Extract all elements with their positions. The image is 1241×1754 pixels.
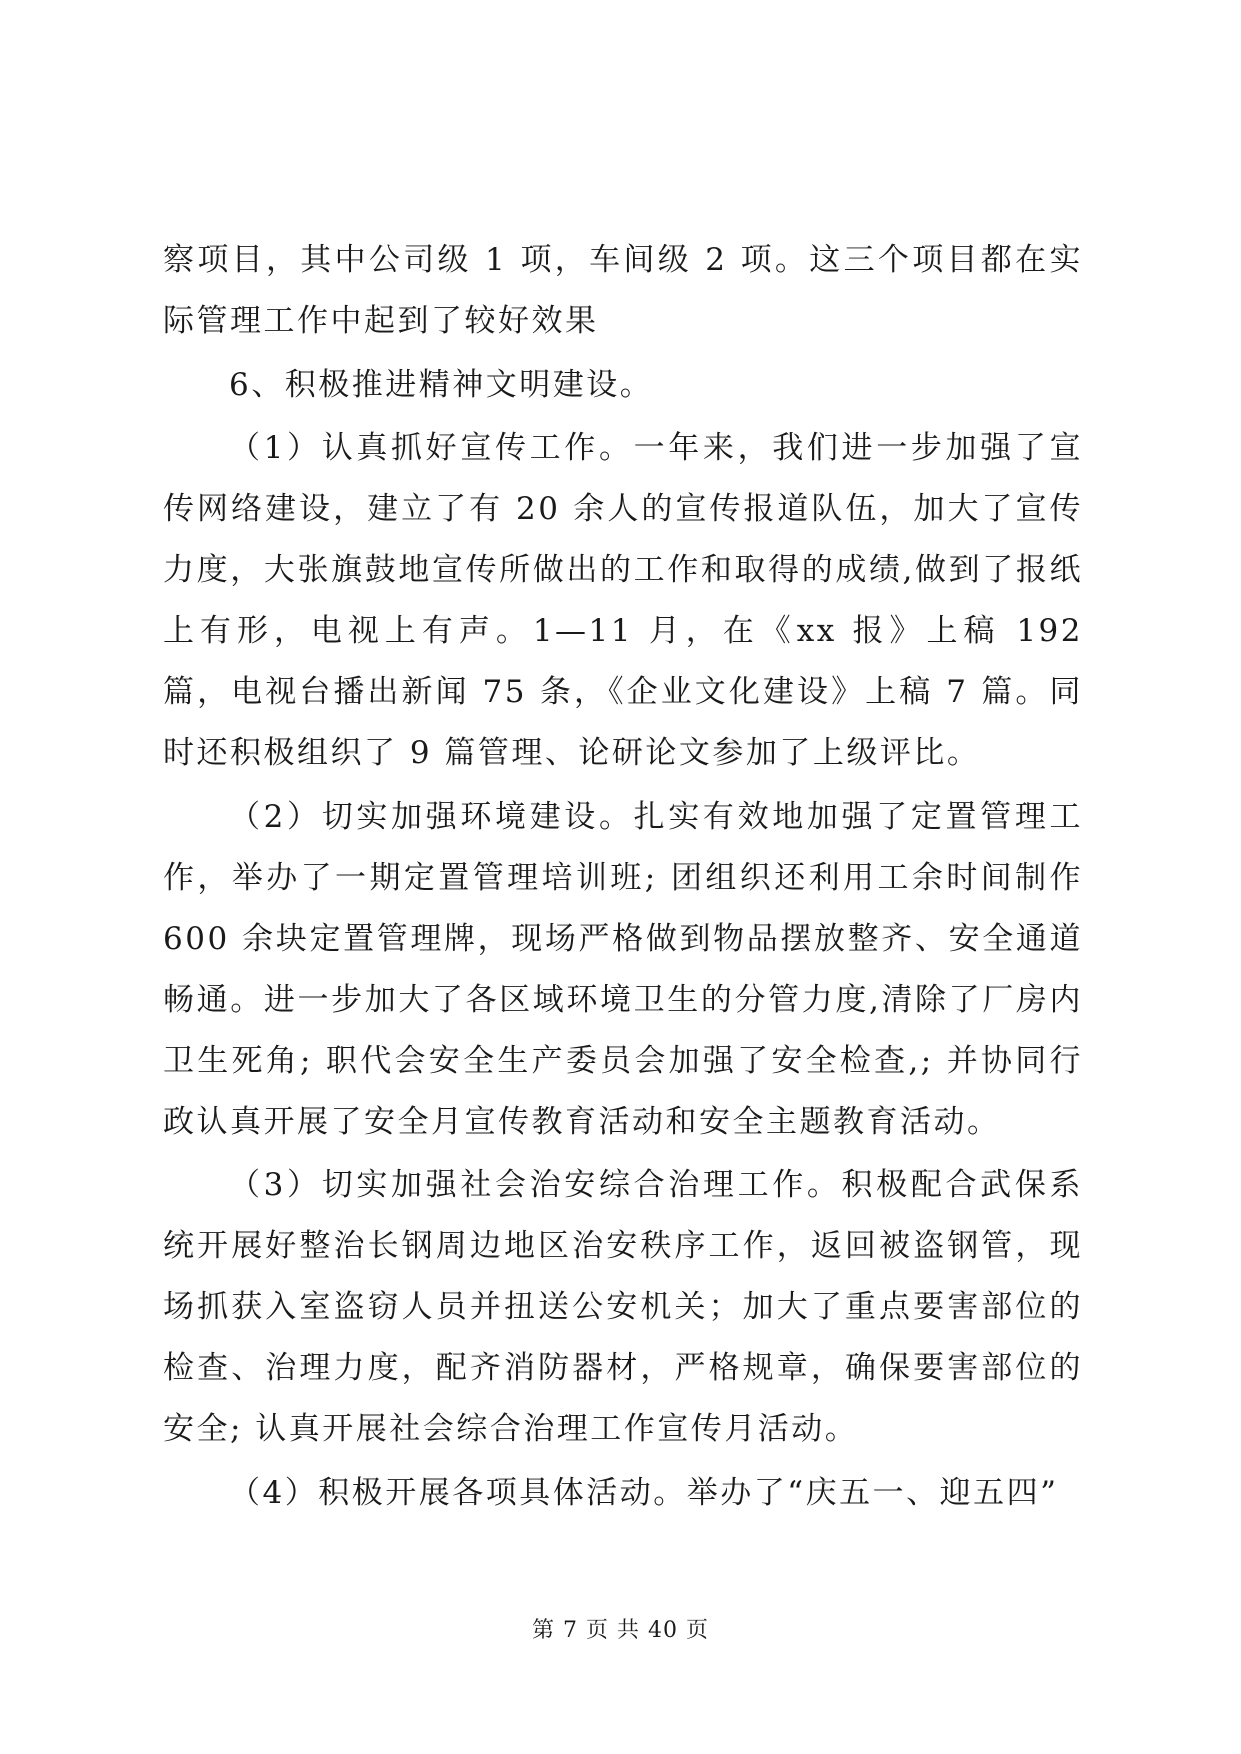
paragraph-item-2: （2）切实加强环境建设。扎实有效地加强了定置管理工作，举办了一期定置管理培训班; 团组织还利用工余时间制作 600 余块定置管理牌，现场严格做到物品摆放整齐、安全通道畅通。进一步加大了各区域环境卫生的分管力度,清除了厂房内卫生死角; 职代会安全生产委员会加强了安全检查,; 并协同行政认真开展了安全月宣传教育活动和安全主题教育活动。 xyxy=(163,798,1083,1140)
paragraph-item-3: （3）切实加强社会治安综合治理工作。积极配合武保系统开展好整治长钢周边地区治安秩序工作，返回被盗钢管，现场抓获入室盗窃人员并扭送公安机关；加大了重点要害部位的检查、治理力度，配齐消防器材，严格规章，确保要害部位的安全; 认真开展社会综合治理工作宣传月活动。 xyxy=(163,1167,1083,1447)
paragraph-continued: 察项目，其中公司级 1 项，车间级 2 项。这三个项目都在实际管理工作中起到了较好效果 xyxy=(163,242,1083,339)
paragraph-item-4: （4）积极开展各项具体活动。举办了“庆五一、迎五四” xyxy=(229,1474,1059,1511)
document-body xyxy=(163,230,1083,1526)
paragraph-heading-6: 6、积极推进精神文明建设。 xyxy=(229,366,654,403)
page-number-footer: 第 7 页 共 40 页 xyxy=(532,1618,709,1643)
paragraph-item-1: （1）认真抓好宣传工作。一年来，我们进一步加强了宣传网络建设，建立了有 20 余人的宣传报道队伍，加大了宣传力度，大张旗鼓地宣传所做出的工作和取得的成绩,做到了报纸上有形，电视上有声。1—11 月，在《xx 报》上稿 192 篇，电视台播出新闻 75 条，《企业文化建设》上稿 7 篇。同时还积极组织了 9 篇管理、论研论文参加了上级评比。 xyxy=(163,430,1083,771)
